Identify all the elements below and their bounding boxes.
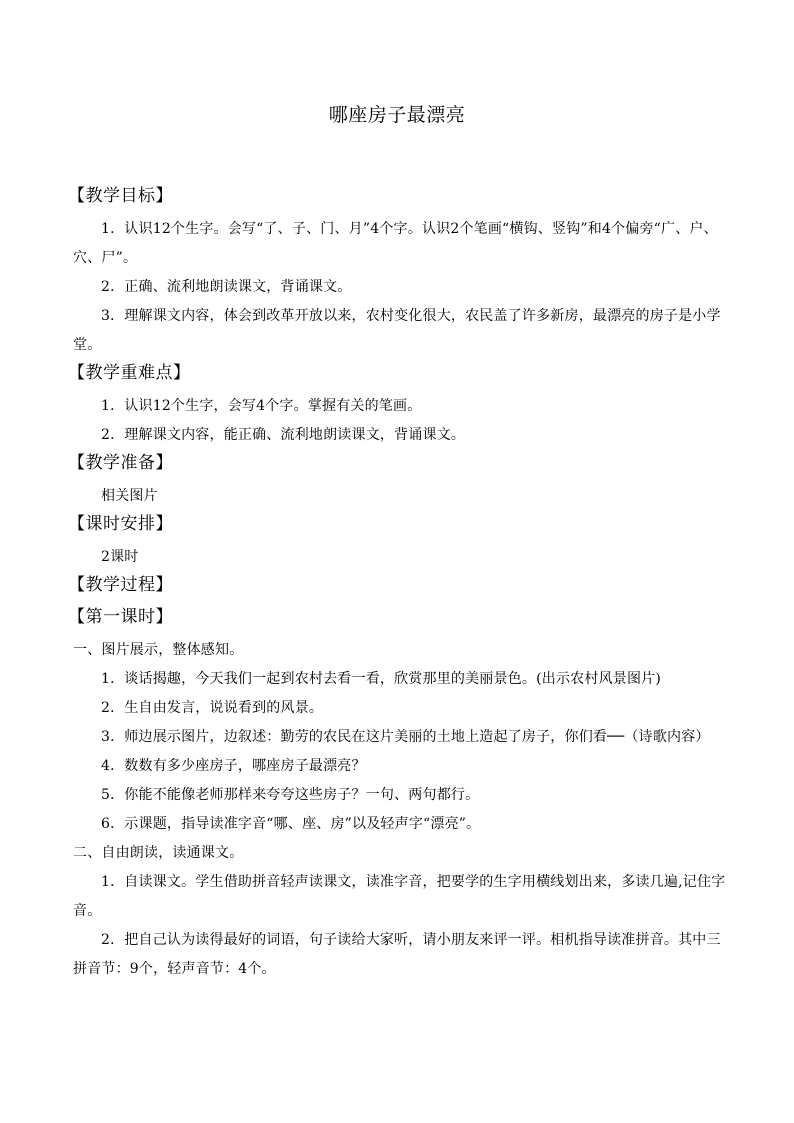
goal-item-3: 3．理解课文内容，体会到改革开放以来，农村变化很大，农民盖了许多新房，最漂亮的房子是小学堂。	[73, 308, 721, 353]
part1-title: 一、图片展示，整体感知。	[73, 642, 244, 658]
part1-item-5: 5．你能不能像老师那样来夸夸这些房子？一句、两句都行。	[101, 787, 480, 803]
part2-item-1: 1．自读课文。学生借助拼音轻声读课文，读准字音，把要学的生字用横线划出来，多读几遍,记住字音。	[73, 874, 726, 919]
document-body	[68, 183, 729, 984]
part1-item-3: 3．师边展示图片，边叙述：勤劳的农民在这片美丽的土地上造起了房子，你们看──（诗歌内容）	[101, 729, 710, 745]
section-heading-keypoints: 【教学重难点】	[68, 363, 191, 383]
keypoint-item-2: 2．理解课文内容，能正确、流利地朗读课文，背诵课文。	[101, 427, 466, 443]
part1-item-1: 1．谈话揭趣，今天我们一起到农村去看一看，欣赏那里的美丽景色。(出示农村风景图片)	[101, 671, 662, 687]
part1-item-6: 6．示课题，指导读准字音“哪、座、房”以及轻声字“漂亮”。	[101, 816, 481, 832]
section-heading-lesson1: 【第一课时】	[68, 607, 173, 627]
goal-item-2: 2．正确、流利地朗读课文，背诵课文。	[101, 279, 352, 295]
part2-title: 二、自由朗读，读通课文。	[73, 845, 244, 861]
part1-item-2: 2．生自由发言，说说看到的风景。	[101, 700, 324, 716]
part2-item-2: 2．把自己认为读得最好的词语，句子读给大家听，请小朋友来评一评。相机指导读准拼音。其中三拼音节：9个，轻声音节：4个。	[73, 932, 721, 977]
section-heading-schedule: 【课时安排】	[68, 514, 173, 534]
section-heading-goals: 【教学目标】	[68, 186, 173, 206]
part1-item-4: 4．数数有多少座房子，哪座房子最漂亮？	[101, 758, 366, 774]
schedule-text: 2课时	[101, 549, 139, 565]
section-heading-prep: 【教学准备】	[68, 453, 173, 473]
section-heading-process: 【教学过程】	[68, 575, 173, 595]
keypoint-item-1: 1．认识12个生字，会写4个字。掌握有关的笔画。	[101, 398, 422, 414]
goal-item-1: 1．认识12个生字。会写“了、子、门、月”4个字。认识2个笔画“横钩、竖钩”和4个偏旁“广、户、穴、尸”。	[73, 221, 718, 266]
document-title: 哪座房子最漂亮	[328, 104, 466, 126]
prep-text: 相关图片	[101, 488, 158, 504]
